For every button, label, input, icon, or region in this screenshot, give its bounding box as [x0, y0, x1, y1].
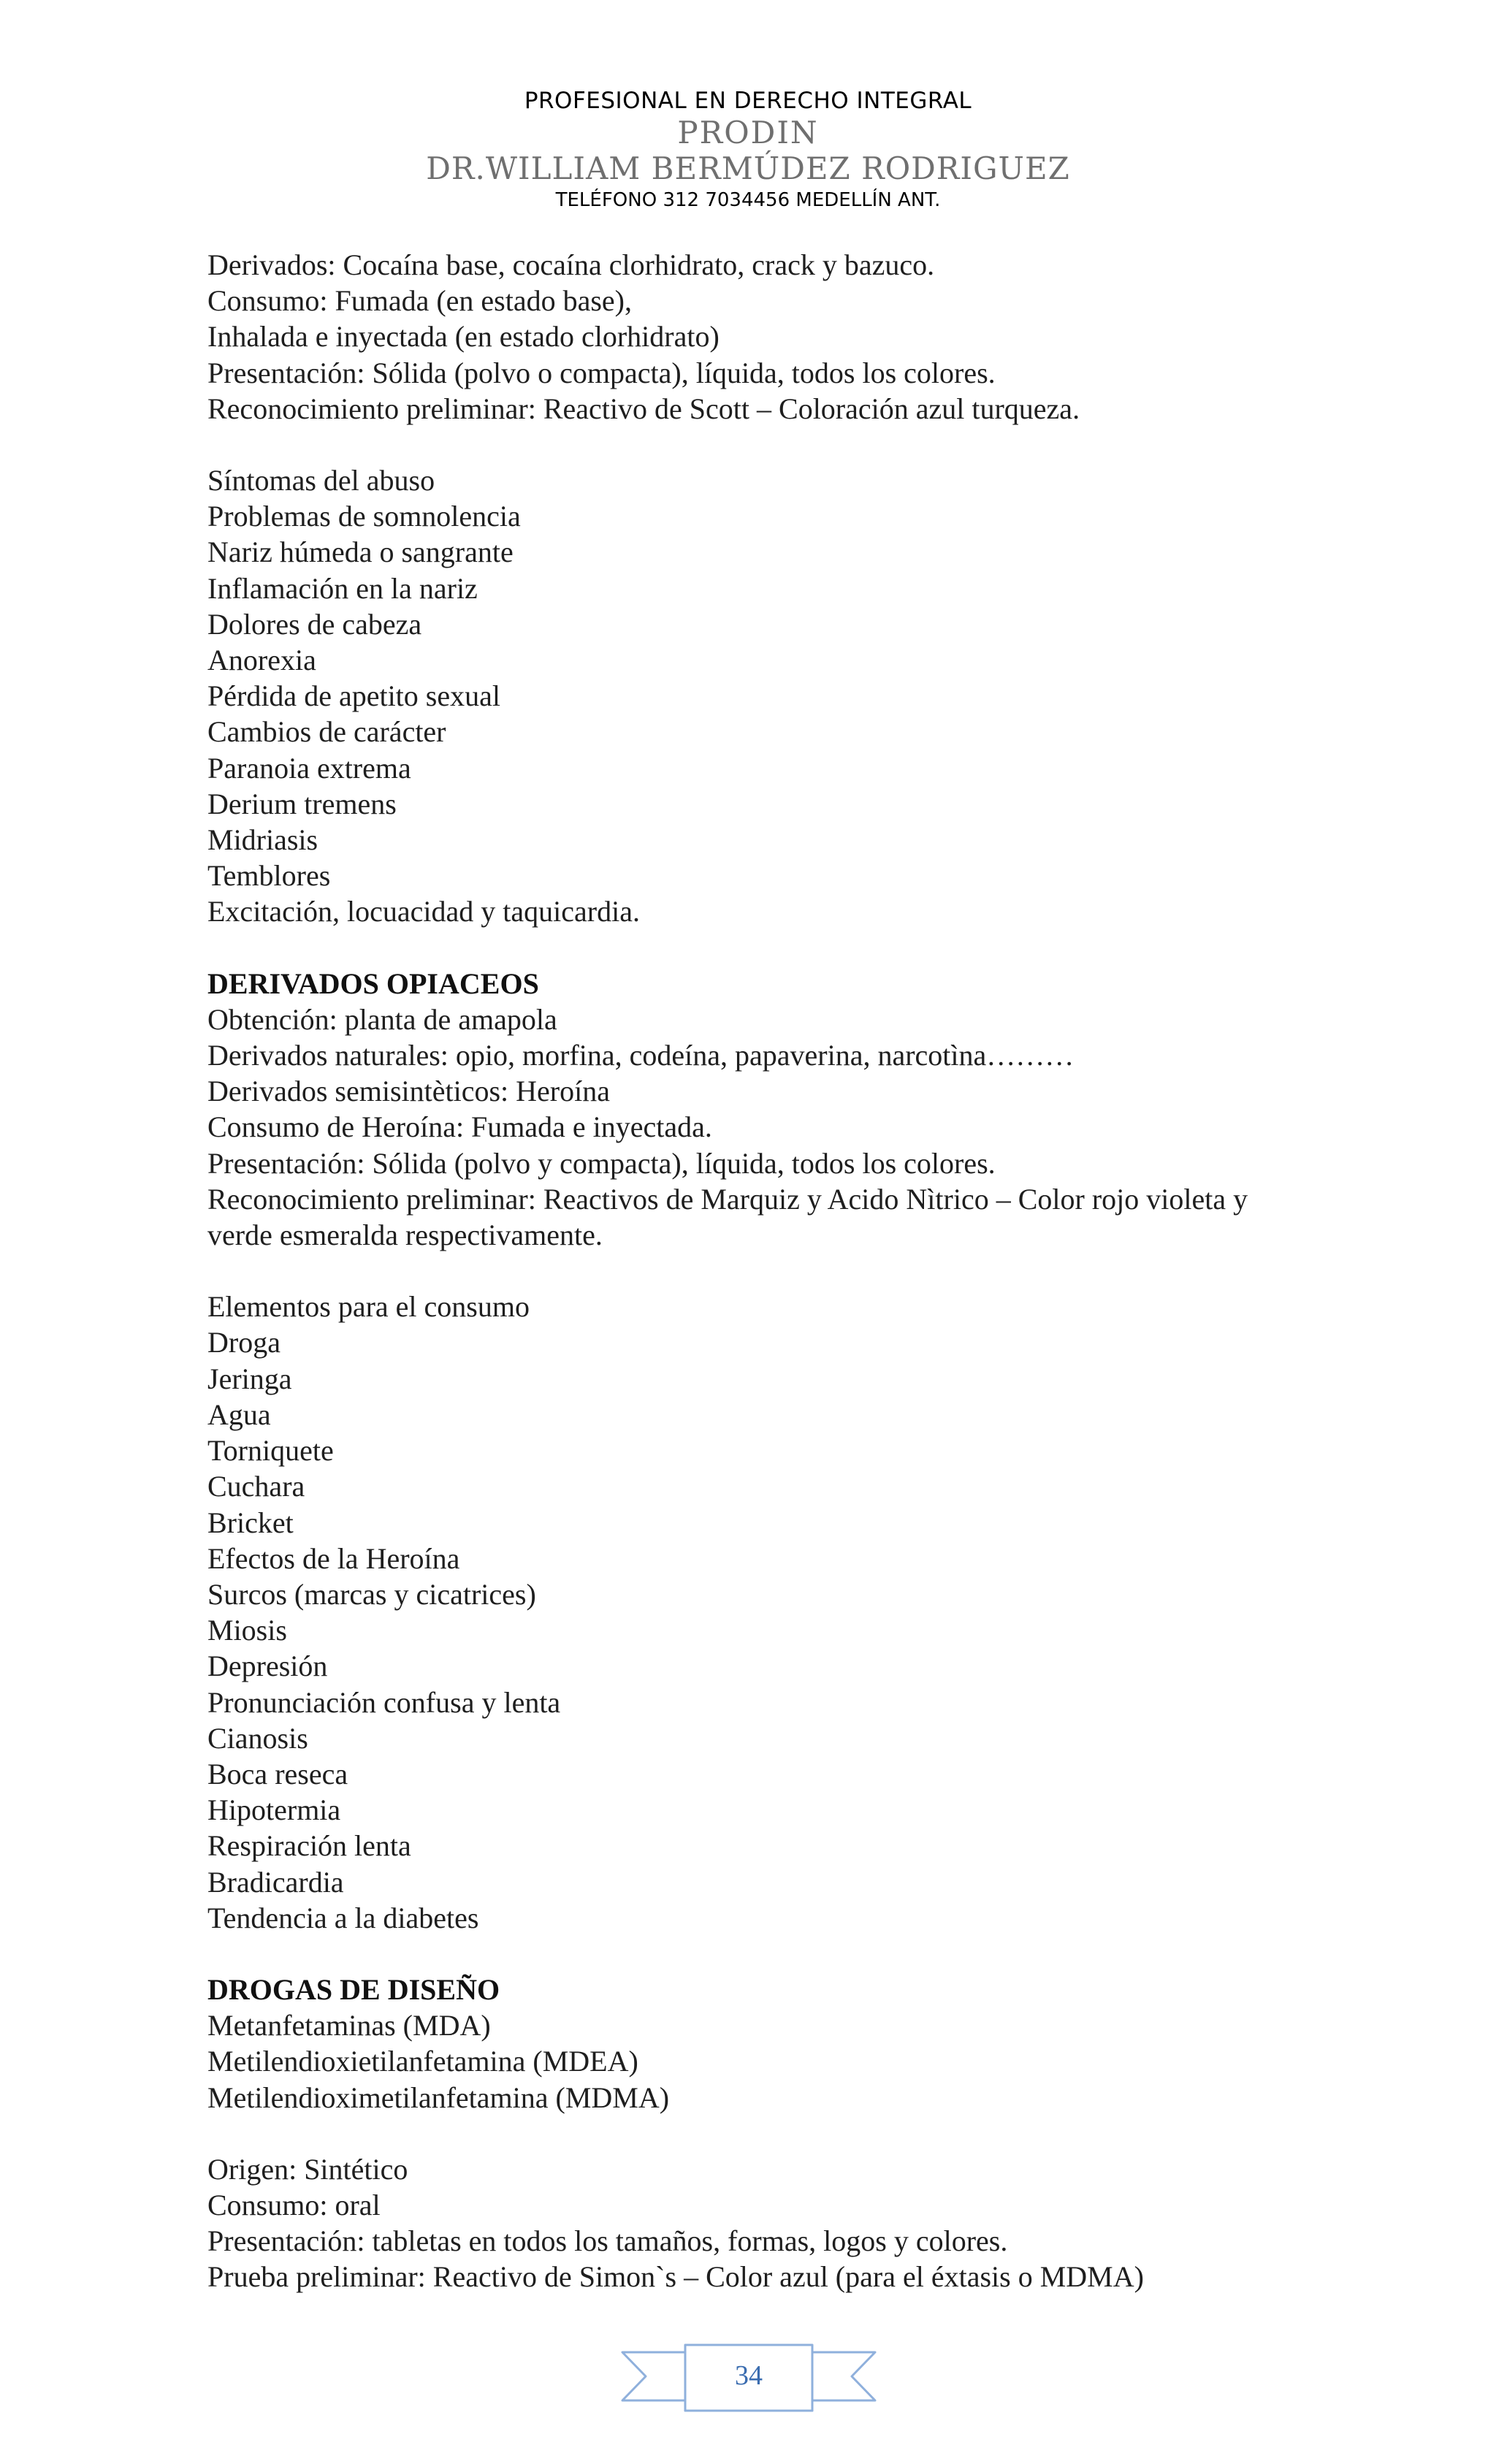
header-phone: TELÉFONO 312 7034456 MEDELLÍN ANT.	[555, 189, 941, 211]
text-line: Presentación: Sólida (polvo y compacta), líquida, todos los colores.	[207, 1146, 996, 1180]
paragraph-gap	[207, 930, 1303, 966]
text-line: Derivados semisintèticos: Heroína	[207, 1075, 610, 1108]
list-item: Droga	[207, 1326, 280, 1359]
list-item: Depresión	[207, 1649, 328, 1683]
list-item: Metanfetaminas (MDA)	[207, 2009, 491, 2042]
list-item: Pérdida de apetito sexual	[207, 679, 500, 713]
consumption-elements-list	[207, 1289, 1303, 1936]
list-item: Cianosis	[207, 1721, 308, 1755]
header-brand: PRODIN	[677, 115, 819, 150]
list-item: Bricket	[207, 1506, 294, 1539]
list-item: Nariz húmeda o sangrante	[207, 535, 514, 569]
abuse-symptoms-list	[207, 462, 1303, 930]
paragraph-gap	[207, 427, 1303, 462]
paragraph-gap	[207, 2116, 1303, 2151]
list-item: Miosis	[207, 1614, 287, 1647]
list-item: Cuchara	[207, 1470, 305, 1503]
text-line: Consumo de Heroína: Fumada e inyectada.	[207, 1110, 712, 1144]
list-item: Bradicardia	[207, 1865, 344, 1899]
section-heading-drogas-diseno: DROGAS DE DISEÑO	[207, 1972, 500, 2006]
list-item: Cambios de carácter	[207, 715, 446, 749]
text-line: Consumo: oral	[207, 2188, 381, 2221]
list-item: Derium tremens	[207, 787, 397, 820]
text-line: Obtención: planta de amapola	[207, 1002, 557, 1036]
text-line: Inhalada e inyectada (en estado clorhidrato)	[207, 320, 720, 354]
header-author: DR.WILLIAM BERMÚDEZ RODRIGUEZ	[426, 150, 1070, 186]
text-line: Consumo: Fumada (en estado base),	[207, 284, 632, 318]
opiate-details	[207, 1002, 1303, 1253]
page-header	[0, 86, 1496, 213]
text-paragraph: Reconocimiento preliminar: Reactivos de Marquiz y Acido Nìtrico – Color rojo violeta y verde esmeralda respectivamente.	[207, 1182, 1248, 1252]
list-item: Tendencia a la diabetes	[207, 1901, 479, 1934]
page-footer	[621, 2338, 877, 2425]
list-item: Dolores de cabeza	[207, 607, 422, 641]
paragraph-gap	[207, 1253, 1303, 1289]
paragraph-gap	[207, 1936, 1303, 1972]
list-item: Pronunciación confusa y lenta	[207, 1685, 561, 1719]
list-item: Paranoia extrema	[207, 751, 411, 785]
list-item: Jeringa	[207, 1362, 292, 1395]
text-line: Reconocimiento preliminar: Reactivo de Scott – Coloración azul turqueza.	[207, 392, 1080, 425]
list-item: Metilendioxietilanfetamina (MDEA)	[207, 2045, 638, 2078]
list-item: Torniquete	[207, 1434, 334, 1468]
page-body	[207, 247, 1303, 2295]
designer-drugs-details	[207, 2151, 1303, 2295]
list-item: Temblores	[207, 859, 331, 893]
cocaine-details	[207, 247, 1303, 427]
designer-drugs-list	[207, 2007, 1303, 2116]
list-item: Excitación, locuacidad y taquicardia.	[207, 895, 640, 928]
list-item: Metilendioximetilanfetamina (MDMA)	[207, 2080, 670, 2114]
list-item: Anorexia	[207, 644, 316, 677]
section-heading-opiaceos: DERIVADOS OPIACEOS	[207, 966, 539, 1000]
list-item: Hipotermia	[207, 1793, 341, 1827]
text-line: Derivados naturales: opio, morfina, codeína, papaverina, narcotìna………	[207, 1039, 1075, 1072]
text-line: Derivados: Cocaína base, cocaína clorhidrato, crack y bazuco.	[207, 248, 935, 281]
text-line: Prueba preliminar: Reactivo de Simon`s – Color azul (para el éxtasis o MDMA)	[207, 2260, 1144, 2294]
text-line: Origen: Sintético	[207, 2152, 408, 2186]
list-item: Elementos para el consumo	[207, 1290, 530, 1324]
list-item: Respiración lenta	[207, 1829, 411, 1863]
list-item: Inflamación en la nariz	[207, 571, 478, 605]
list-item: Problemas de somnolencia	[207, 500, 521, 533]
header-firm-name: PROFESIONAL EN DERECHO INTEGRAL	[524, 88, 972, 114]
text-line: Presentación: tabletas en todos los tamaños, formas, logos y colores.	[207, 2224, 1008, 2258]
page-number: 34	[735, 2360, 763, 2391]
list-item: Midriasis	[207, 823, 318, 857]
list-item: Boca reseca	[207, 1757, 348, 1790]
list-item: Surcos (marcas y cicatrices)	[207, 1577, 536, 1611]
list-item: Agua	[207, 1397, 271, 1431]
text-line: Presentación: Sólida (polvo o compacta), líquida, todos los colores.	[207, 356, 996, 389]
list-item: Efectos de la Heroína	[207, 1541, 460, 1575]
list-item: Síntomas del abuso	[207, 464, 435, 497]
